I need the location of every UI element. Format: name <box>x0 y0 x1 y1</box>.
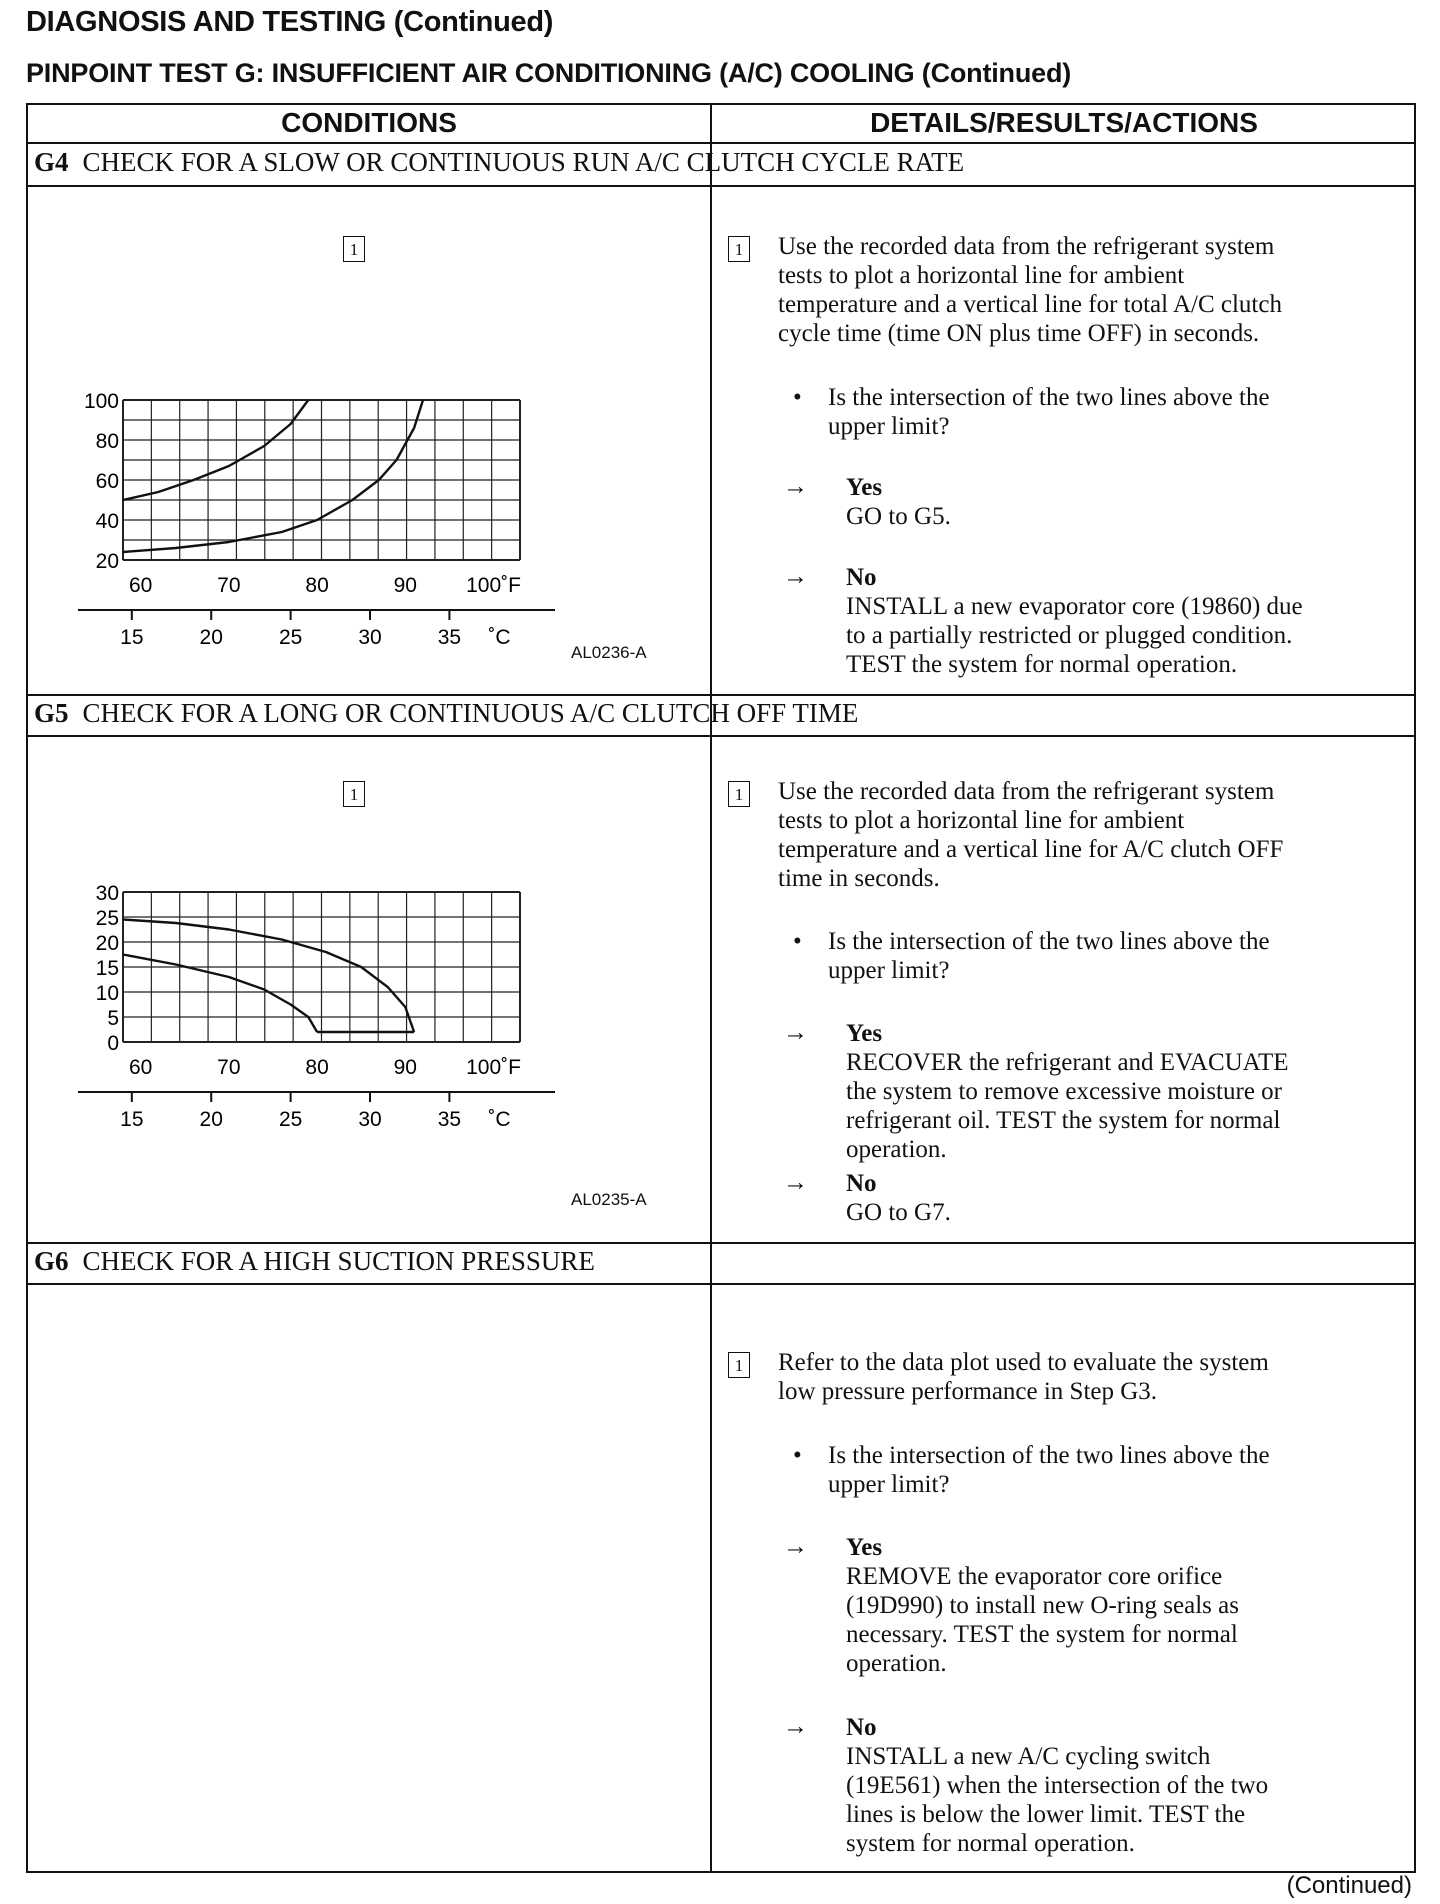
row-divider <box>28 735 1414 737</box>
answer-yes-line: the system to remove excessive moisture or <box>846 1078 1282 1105</box>
section-title: CHECK FOR A HIGH SUCTION PRESSURE <box>82 1246 595 1276</box>
figure-id: AL0236-A <box>571 643 647 662</box>
answer-no-line: lines is below the lower limit. TEST the <box>846 1801 1246 1828</box>
x-tick-label-f: 90 <box>393 574 417 597</box>
y-tick-label: 25 <box>95 907 119 930</box>
x-tick-label-c: 20 <box>199 626 223 649</box>
answer-no <box>846 1169 1406 1227</box>
arrow-right-icon: → <box>783 1019 808 1046</box>
answer-yes <box>846 1533 1406 1678</box>
answer-yes <box>846 473 1406 531</box>
x-tick-label-c: 15 <box>120 626 144 649</box>
arrow-right-icon: → <box>783 563 808 590</box>
x-tick-label-c: 30 <box>358 1108 382 1131</box>
answer-no-line: system for normal operation. <box>846 1830 1135 1857</box>
question-line: Is the intersection of the two lines above the <box>828 1442 1270 1469</box>
question-text <box>828 1441 1408 1499</box>
y-tick-label: 20 <box>95 932 119 955</box>
y-tick-label: 5 <box>107 1007 119 1030</box>
figure-id: AL0235-A <box>571 1190 647 1209</box>
answer-no-label: No <box>846 564 877 591</box>
x-tick-label-c: 35 <box>437 1108 462 1131</box>
answer-yes-line: RECOVER the refrigerant and EVACUATE <box>846 1049 1289 1076</box>
step-text-line: Refer to the data plot used to evaluate the system <box>778 1349 1269 1376</box>
chart-clutch-cycle-rate <box>28 255 708 675</box>
column-divider <box>710 105 712 1871</box>
step-text-line: temperature and a vertical line for total A/C clutch <box>778 291 1282 318</box>
answer-no-label: No <box>846 1170 877 1197</box>
column-header-details: DETAILS/RESULTS/ACTIONS <box>870 107 1258 138</box>
column-header-conditions: CONDITIONS <box>281 107 457 138</box>
x-tick-label-c: 35 <box>437 626 462 649</box>
answer-no-line: to a partially restricted or plugged condition. <box>846 622 1293 649</box>
section-id: G5 <box>34 698 69 728</box>
y-tick-label: 80 <box>95 430 119 453</box>
x-tick-label-f: 80 <box>305 1056 329 1079</box>
question-line: upper limit? <box>828 957 950 984</box>
question-line: upper limit? <box>828 1471 950 1498</box>
answer-no-line: TEST the system for normal operation. <box>846 651 1238 678</box>
answer-no-line: INSTALL a new evaporator core (19860) due <box>846 593 1303 620</box>
step-text-line: low pressure performance in Step G3. <box>778 1378 1158 1405</box>
step-text-line: time in seconds. <box>778 865 940 892</box>
section-id: G4 <box>34 147 69 177</box>
step-text <box>778 1348 1408 1406</box>
arrow-right-icon: → <box>783 1713 808 1740</box>
pinpoint-test-table <box>26 103 1416 1873</box>
x-tick-label-f: 60 <box>128 1056 153 1079</box>
page-title: DIAGNOSIS AND TESTING (Continued) <box>26 6 554 38</box>
chart-clutch-cycle-rate-svg <box>28 255 708 675</box>
chart-clutch-off-time <box>28 865 708 1195</box>
y-tick-label: 60 <box>95 470 119 493</box>
y-tick-label: 10 <box>95 982 119 1005</box>
section-heading-g6 <box>34 1246 595 1277</box>
step-text-line: tests to plot a horizontal line for ambient <box>778 807 1185 834</box>
bullet-icon: • <box>793 1442 802 1469</box>
question-line: Is the intersection of the two lines above the <box>828 928 1270 955</box>
answer-yes-label: Yes <box>846 1534 883 1561</box>
y-tick-label: 40 <box>95 510 119 533</box>
step-text <box>778 777 1408 893</box>
x-tick-label-f: 70 <box>217 574 241 597</box>
step-text-line: Use the recorded data from the refrigerant system <box>778 778 1275 805</box>
step-number: 1 <box>728 236 750 262</box>
x-tick-label-f: 70 <box>217 1056 241 1079</box>
step-text-line: cycle time (time ON plus time OFF) in seconds. <box>778 320 1260 347</box>
row-divider <box>28 1242 1414 1244</box>
y-tick-label: 30 <box>95 882 119 905</box>
step-text-line: tests to plot a horizontal line for ambient <box>778 262 1185 289</box>
x-unit-label-c: ˚C <box>488 1108 511 1131</box>
x-tick-label-c: 20 <box>199 1108 223 1131</box>
question-text <box>828 927 1408 985</box>
answer-no-line: GO to G7. <box>846 1199 951 1226</box>
step-text-line: temperature and a vertical line for A/C clutch OFF <box>778 836 1284 863</box>
answer-yes-line: necessary. TEST the system for normal <box>846 1621 1238 1648</box>
row-divider <box>28 142 1414 144</box>
section-id: G6 <box>34 1246 69 1276</box>
question-line: Is the intersection of the two lines above the <box>828 384 1270 411</box>
step-text-line: Use the recorded data from the refrigerant system <box>778 233 1275 260</box>
bullet-icon: • <box>793 384 802 411</box>
answer-yes-line: refrigerant oil. TEST the system for normal <box>846 1107 1281 1134</box>
row-divider <box>28 1283 1414 1285</box>
bullet-icon: • <box>793 928 802 955</box>
answer-no <box>846 1713 1406 1858</box>
section-heading-g5 <box>34 698 858 729</box>
y-tick-label: 15 <box>95 957 119 980</box>
answer-no-line: (19E561) when the intersection of the two <box>846 1772 1269 1799</box>
answer-yes-line: operation. <box>846 1650 947 1677</box>
x-unit-label-c: ˚C <box>488 626 511 649</box>
series-line <box>123 955 317 1033</box>
x-tick-label-f: 100˚F <box>466 1056 521 1079</box>
arrow-right-icon: → <box>783 473 808 500</box>
question-line: upper limit? <box>828 413 950 440</box>
answer-yes-line: (19D990) to install new O-ring seals as <box>846 1592 1239 1619</box>
y-tick-label: 0 <box>107 1032 119 1055</box>
step-number: 1 <box>728 781 750 807</box>
arrow-right-icon: → <box>783 1169 808 1196</box>
pinpoint-test-title: PINPOINT TEST G: INSUFFICIENT AIR CONDITIONING (A/C) COOLING (Continued) <box>26 58 1072 88</box>
answer-yes-line: GO to G5. <box>846 503 951 530</box>
answer-no-line: INSTALL a new A/C cycling switch <box>846 1743 1211 1770</box>
section-title: CHECK FOR A LONG OR CONTINUOUS A/C CLUTCH OFF TIME <box>82 698 859 728</box>
step-text <box>778 232 1408 348</box>
answer-no-label: No <box>846 1714 877 1741</box>
x-tick-label-f: 60 <box>128 574 153 597</box>
series-line <box>123 920 414 1033</box>
step-number: 1 <box>728 1352 750 1378</box>
figure-label: 1 <box>343 781 365 807</box>
question-text <box>828 383 1408 441</box>
y-tick-label: 20 <box>95 550 119 573</box>
x-tick-label-c: 15 <box>120 1108 144 1131</box>
x-tick-label-f: 90 <box>393 1056 417 1079</box>
answer-yes-label: Yes <box>846 1020 883 1047</box>
x-tick-label-c: 25 <box>278 626 303 649</box>
figure-label: 1 <box>343 236 365 262</box>
row-divider <box>28 694 1414 696</box>
x-tick-label-f: 100˚F <box>466 574 521 597</box>
answer-yes-label: Yes <box>846 474 883 501</box>
chart-clutch-off-time-svg <box>28 865 708 1195</box>
section-title: CHECK FOR A SLOW OR CONTINUOUS RUN A/C CLUTCH CYCLE RATE <box>82 147 965 177</box>
x-tick-label-c: 25 <box>278 1108 303 1131</box>
continued-note: (Continued) <box>1286 1872 1412 1899</box>
x-tick-label-f: 80 <box>305 574 329 597</box>
answer-no <box>846 563 1406 679</box>
section-heading-g4 <box>34 147 964 178</box>
row-divider <box>28 185 1414 187</box>
arrow-right-icon: → <box>783 1533 808 1560</box>
answer-yes-line: REMOVE the evaporator core orifice <box>846 1563 1223 1590</box>
answer-yes-line: operation. <box>846 1136 947 1163</box>
y-tick-label: 100 <box>83 390 119 413</box>
answer-yes <box>846 1019 1406 1164</box>
x-tick-label-c: 30 <box>358 626 382 649</box>
